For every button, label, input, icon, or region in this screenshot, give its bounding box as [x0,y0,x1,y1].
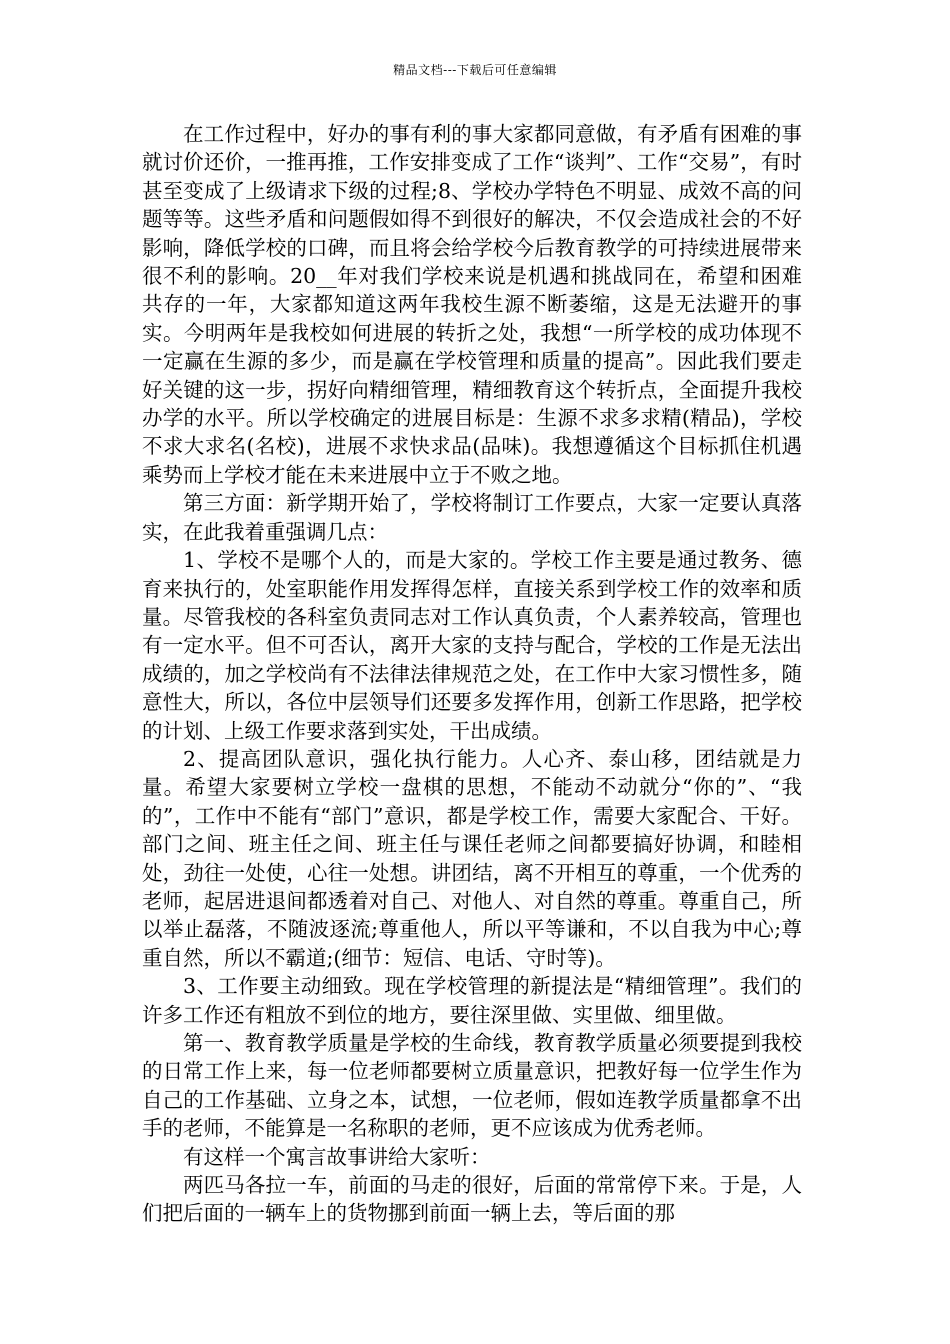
document-body [142,120,802,1228]
paragraph-2: 第三方面：新学期开始了，学校将制订工作要点，大家一定要认真落实，在此我着重强调几点： [142,491,802,544]
paragraph-1: 在工作过程中，好办的事有利的事大家都同意做，有矛盾有困难的事就讨价还价，一推再推，工作安排变成了工作“谈判”、工作“交易”，有时甚至变成了上级请求下级的过程;8、学校办学特色不明显、成效不高的问题等等。这些矛盾和问题假如得不到很好的解决，不仅会造成社会的不好影响，降低学校的口碑，而且将会给学校今后教育教学的可持续进展带来很不利的影响。20__年对我们学校来说是机遇和挑战同在，希望和困难共存的一年，大家都知道这两年我校生源不断萎缩，这是无法避开的事实。今明两年是我校如何进展的转折之处，我想“一所学校的成功体现不一定赢在生源的多少，而是赢在学校管理和质量的提高”。因此我们要走好关键的这一步，拐好向精细管理，精细教育这个转折点，全面提升我校办学的水平。所以学校确定的进展目标是：生源不求多求精(精品)，学校不求大求名(名校)，进展不求快求品(品味)。我想遵循这个目标抓住机遇乘势而上学校才能在未来进展中立于不败之地。 [142,122,802,487]
paragraph-8: 两匹马各拉一车，前面的马走的很好，后面的常常停下来。于是，人们把后面的一辆车上的货物挪到前面一辆上去，等后面的那 [142,1173,802,1226]
paragraph-4: 2、提高团队意识，强化执行能力。人心齐、泰山移，团结就是力量。希望大家要树立学校一盘棋的思想，不能动不动就分“你的”、“我的”，工作中不能有“部门”意识，都是学校工作，需要大家配合、干好。部门之间、班主任之间、班主任与课任老师之间都要搞好协调，和睦相处，劲往一处使，心往一处想。讲团结，离不开相互的尊重，一个优秀的老师，起居进退间都透着对自己、对他人、对自然的尊重。尊重自己，所以举止磊落，不随波逐流;尊重他人，所以平等谦和，不以自我为中心;尊重自然，所以不霸道;(细节：短信、电话、守时等)。 [142,746,802,970]
paragraph-3: 1、学校不是哪个人的，而是大家的。学校工作主要是通过教务、德育来执行的，处室职能作用发挥得怎样，直接关系到学校工作的效率和质量。尽管我校的各科室负责同志对工作认真负责，个人素养较高，管理也有一定水平。但不可否认，离开大家的支持与配合，学校的工作是无法出成绩的，加之学校尚有不法律法律规范之处，在工作中大家习惯性多，随意性大，所以，各位中层领导们还要多发挥作用，创新工作思路，把学校的计划、上级工作要求落到实处，干出成绩。 [142,548,802,743]
paragraph-6: 第一、教育教学质量是学校的生命线，教育教学质量必须要提到我校的日常工作上来，每一位老师都要树立质量意识，把教好每一位学生作为自己的工作基础、立身之本，试想，一位老师，假如连教学质量都拿不出手的老师，不能算是一名称职的老师，更不应该成为优秀老师。 [142,1031,802,1141]
page-header: 精品文档---下载后可任意编辑 [393,63,557,77]
paragraph-5: 3、工作要主动细致。现在学校管理的新提法是“精细管理”。我们的许多工作还有粗放不到位的地方，要往深里做、实里做、细里做。 [142,974,802,1027]
paragraph-7: 有这样一个寓言故事讲给大家听： [183,1144,491,1169]
